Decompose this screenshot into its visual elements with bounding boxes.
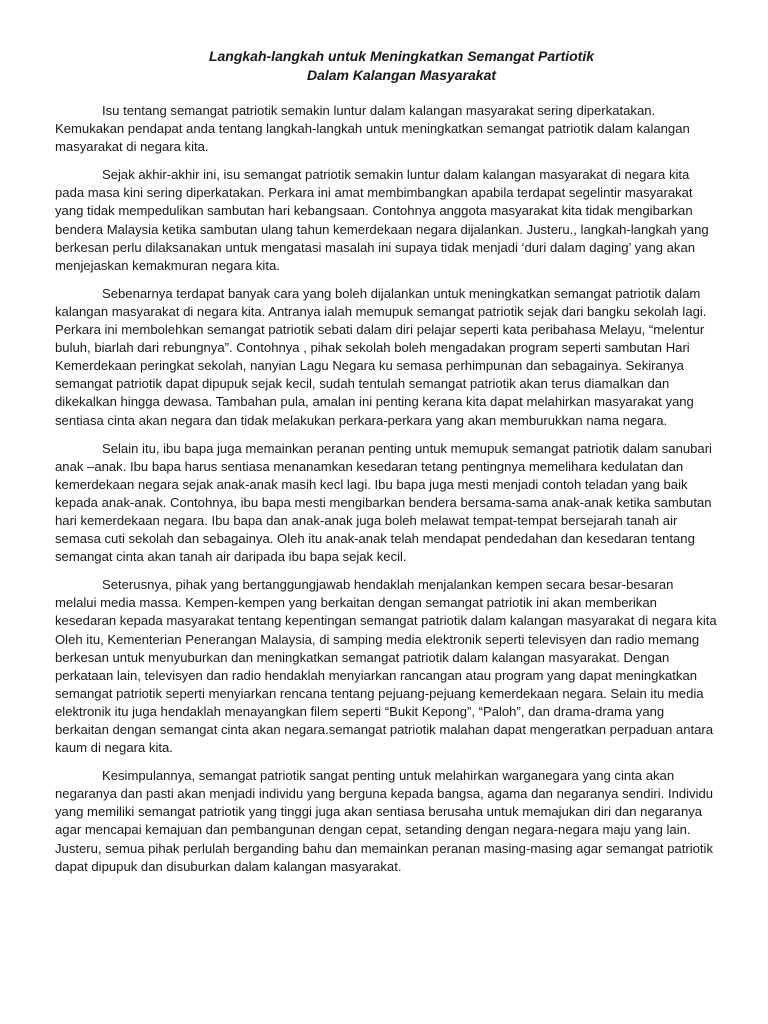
title-line-2: Dalam Kalangan Masyarakat <box>306 67 497 83</box>
paragraph-conclusion: Kesimpulannya, semangat patriotik sangat penting untuk melahirkan warganegara yang cinta akan negaranya dan pasti akan menjadi individu yang berguna kepada bangsa, agama dan negaranya sendiri. Individu yang memiliki semangat patriotik yang tinggi juga akan sentiasa berusaha untuk memajukan diri dan negaranya agar mencapai kemajuan dan pembangunan dengan cepat, setanding dengan negara-negara maju yang lain. Justeru, semua pihak perlulah berganding bahu dan memainkan peranan masing-masing agar semangat patriotik dapat dipupuk dan disuburkan dalam kalangan masyarakat. <box>55 768 714 874</box>
title-line-1: Langkah-langkah untuk Meningkatkan Semangat Partiotik <box>208 48 595 64</box>
paragraph-point-parents: Selain itu, ibu bapa juga memainkan peranan penting untuk memupuk semangat patriotik dalam sanubari anak –anak. Ibu bapa harus sentiasa menanamkan kesedaran tetang pentingnya memelihara kedulatan dan kemerdekaan negara sejak anak-anak masih kecl lagi. Ibu bapa juga mesti menjadi contoh teladan yang baik kepada anak-anak. Contohnya, ibu bapa mesti mengibarkan bendera bersama-sama anak-anak ketika sambutan hari kemerdekaan negara. Ibu bapa dan anak-anak juga boleh melawat tempat-tempat bersejarah tanah air semasa cuti sekolah dan sebagainya. Oleh itu anak-anak telah mendapat pendedahan dan kesedaran tentang semangat cinta akan tanah air daripada ibu bapa sejak kecil. <box>55 440 712 565</box>
paragraph-question: Isu tentang semangat patriotik semakin luntur dalam kalangan masyarakat sering diperkatakan. Kemukakan pendapat anda tentang langkah-langkah untuk meningkatkan semangat patriotik dalam kalangan masyarakat di negara kita. <box>55 103 690 155</box>
paragraph-introduction: Sejak akhir-akhir ini, isu semangat patriotik semakin luntur dalam kalangan masyarakat di negara kita pada masa kini sering diperkatakan. Perkara ini amat membimbangkan apabila terdapat segelintir masyarakat yang tidak mempedulikan sambutan hari kebangsaan. Contohnya anggota masyarakat kita tidak mengibarkan bendera Malaysia ketika sambutan ulang tahun kemerdekaan negara dijalankan. Justeru., langkah-langkah yang berkesan perlu dilaksanakan untuk mengatasi masalah ini supaya tidak menjadi ‘duri dalam daging’ yang akan menjejaskan kemakmuran negara kita. <box>55 167 709 273</box>
paragraph-point-school: Sebenarnya terdapat banyak cara yang boleh dijalankan untuk meningkatkan semangat patriotik dalam kalangan masyarakat di negara kita. Antranya ialah memupuk semangat patriotik sejak dari bangku sekolah lagi. Perkara ini membolehkan semangat patriotik sebati dalam diri pelajar seperti kata peribahasa Melayu, “melentur buluh, biarlah dari rebungnya”. Contohnya , pihak sekolah boleh mengadakan program seperti sambutan Hari Kemerdekaan peringkat sekolah, nanyian Lagu Negara ku semasa perhimpunan dan sebagainya. Sekiranya semangat patriotik dapat dipupuk sejak kecil, sudah tentulah semangat patriotik akan terus diamalkan dan dikekalkan hingga dewasa. Tambahan pula, amalan ini penting kerana kita dapat melahirkan masyarakat yang sentiasa cinta akan negara dan tidak melakukan perkara-perkara yang akan memburukkan nama negara. <box>55 285 707 428</box>
paragraph-point-media: Seterusnya, pihak yang bertanggungjawab hendaklah menjalankan kempen secara besar-besaran melalui media massa. Kempen-kempen yang berkaitan dengan semangat patriotik ini akan memberikan kesedaran kepada masyarakat tentang kepentingan semangat patriotik dalam kalangan masyarakat di negara kita Oleh itu, Kementerian Penerangan Malaysia, di samping media elektronik seperti televisyen dan radio memang berkesan untuk menyuburkan dan meningkatkan semangat patriotik dalam kalangan masyarakat. Dengan perkataan lain, televisyen dan radio hendaklah menyiarkan rancangan atau program yang dapat meningkatkan semangat patriotik seperti menyiarkan rencana tentang pejuang-pejuang kemerdekaan negara. Selain itu media elektronik itu juga hendaklah menayangkan filem seperti “Bukit Kepong”, “Paloh”, dan drama-drama yang berkaitan dengan semangat cinta akan negara.semangat patriotik malahan dapat mengeratkan perpaduan antara kaum di negara kita. <box>55 577 717 756</box>
document-title <box>55 47 718 85</box>
